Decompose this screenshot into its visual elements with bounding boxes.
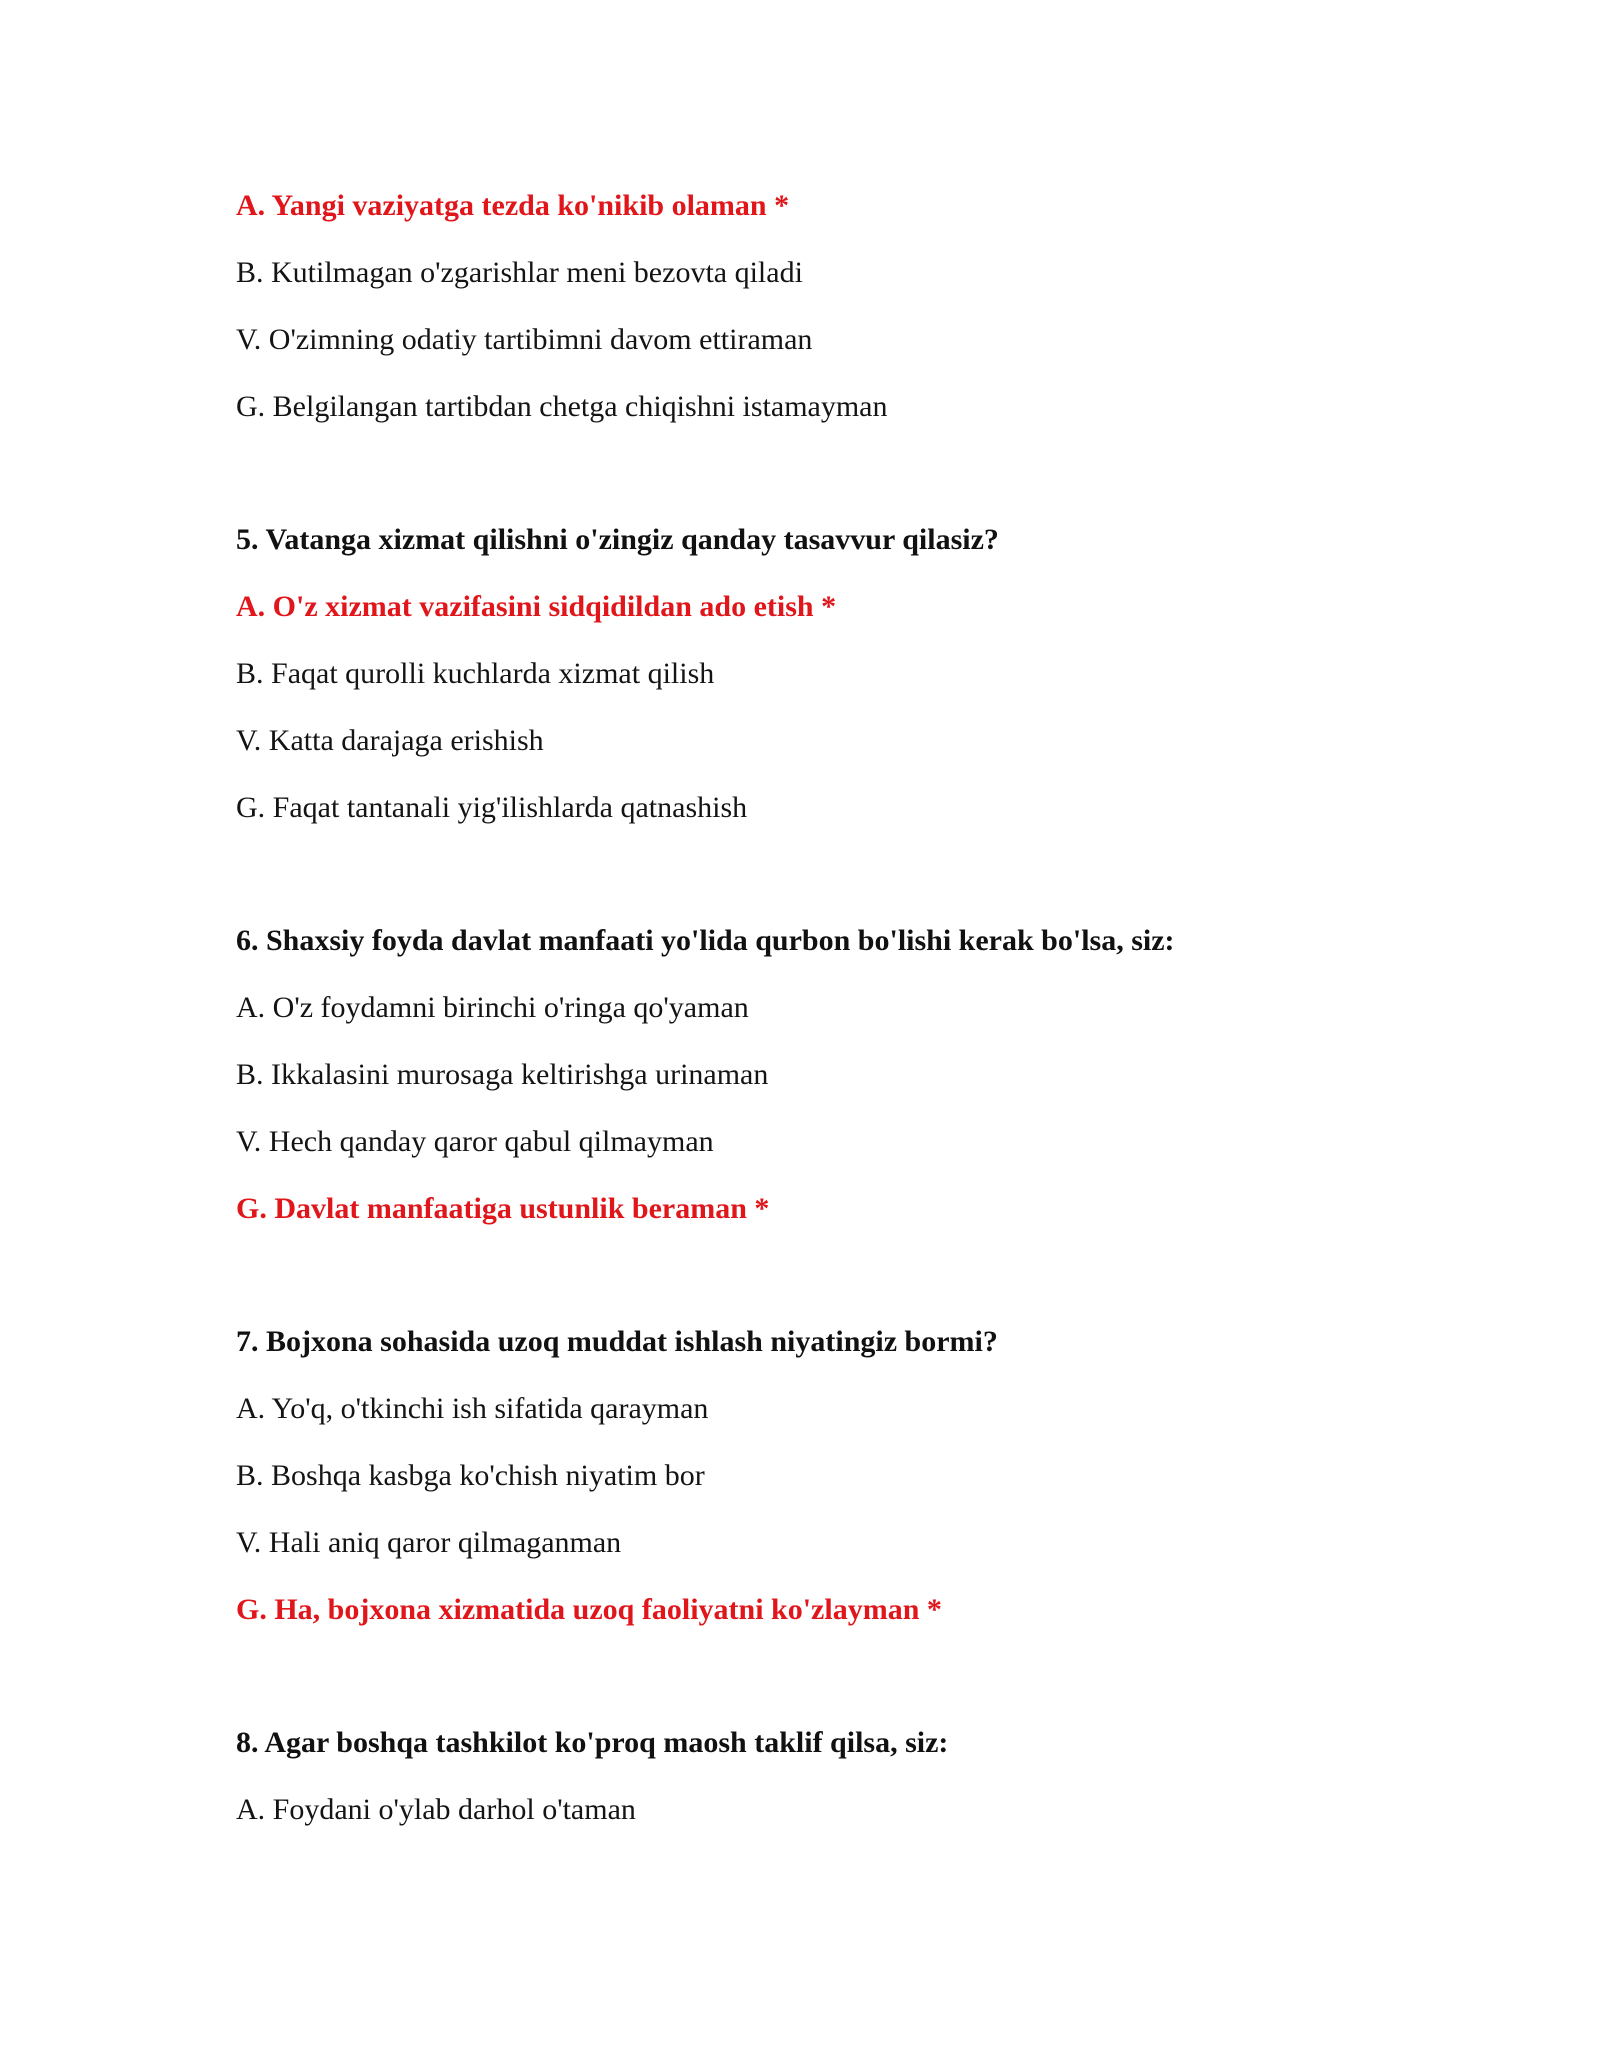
q5-option-v: V. Katta darajaga erishish xyxy=(236,724,544,757)
q5-option-g: G. Faqat tantanali yig'ilishlarda qatnashish xyxy=(236,791,748,824)
q7-option-g-correct: G. Ha, bojxona xizmatida uzoq faoliyatni ko'zlayman * xyxy=(236,1593,942,1626)
q5-option-b: B. Faqat qurolli kuchlarda xizmat qilish xyxy=(236,657,715,690)
q6-option-v: V. Hech qanday qaror qabul qilmayman xyxy=(236,1125,714,1158)
q4-option-b: B. Kutilmagan o'zgarishlar meni bezovta qiladi xyxy=(236,256,803,289)
q7-option-a: A. Yo'q, o'tkinchi ish sifatida qarayman xyxy=(236,1392,709,1425)
q6-option-g-correct: G. Davlat manfaatiga ustunlik beraman * xyxy=(236,1192,770,1225)
q6-option-b: B. Ikkalasini murosaga keltirishga urinaman xyxy=(236,1058,769,1091)
q7-question: 7. Bojxona sohasida uzoq muddat ishlash niyatingiz bormi? xyxy=(236,1325,998,1358)
q6-question: 6. Shaxsiy foyda davlat manfaati yo'lida qurbon bo'lishi kerak bo'lsa, siz: xyxy=(236,924,1175,957)
q7-option-v: V. Hali aniq qaror qilmaganman xyxy=(236,1526,622,1559)
q4-option-a-correct: A. Yangi vaziyatga tezda ko'nikib olaman * xyxy=(236,189,790,222)
q8-option-a: A. Foydani o'ylab darhol o'taman xyxy=(236,1793,636,1826)
q5-option-a-correct: A. O'z xizmat vazifasini sidqidildan ado etish * xyxy=(236,590,837,623)
q8-question: 8. Agar boshqa tashkilot ko'proq maosh taklif qilsa, siz: xyxy=(236,1726,949,1759)
q7-option-b: B. Boshqa kasbga ko'chish niyatim bor xyxy=(236,1459,705,1492)
q4-option-g: G. Belgilangan tartibdan chetga chiqishni istamayman xyxy=(236,390,888,423)
q5-question: 5. Vatanga xizmat qilishni o'zingiz qanday tasavvur qilasiz? xyxy=(236,523,999,556)
q6-option-a: A. O'z foydamni birinchi o'ringa qo'yaman xyxy=(236,991,749,1024)
q4-option-v: V. O'zimning odatiy tartibimni davom ettiraman xyxy=(236,323,813,356)
